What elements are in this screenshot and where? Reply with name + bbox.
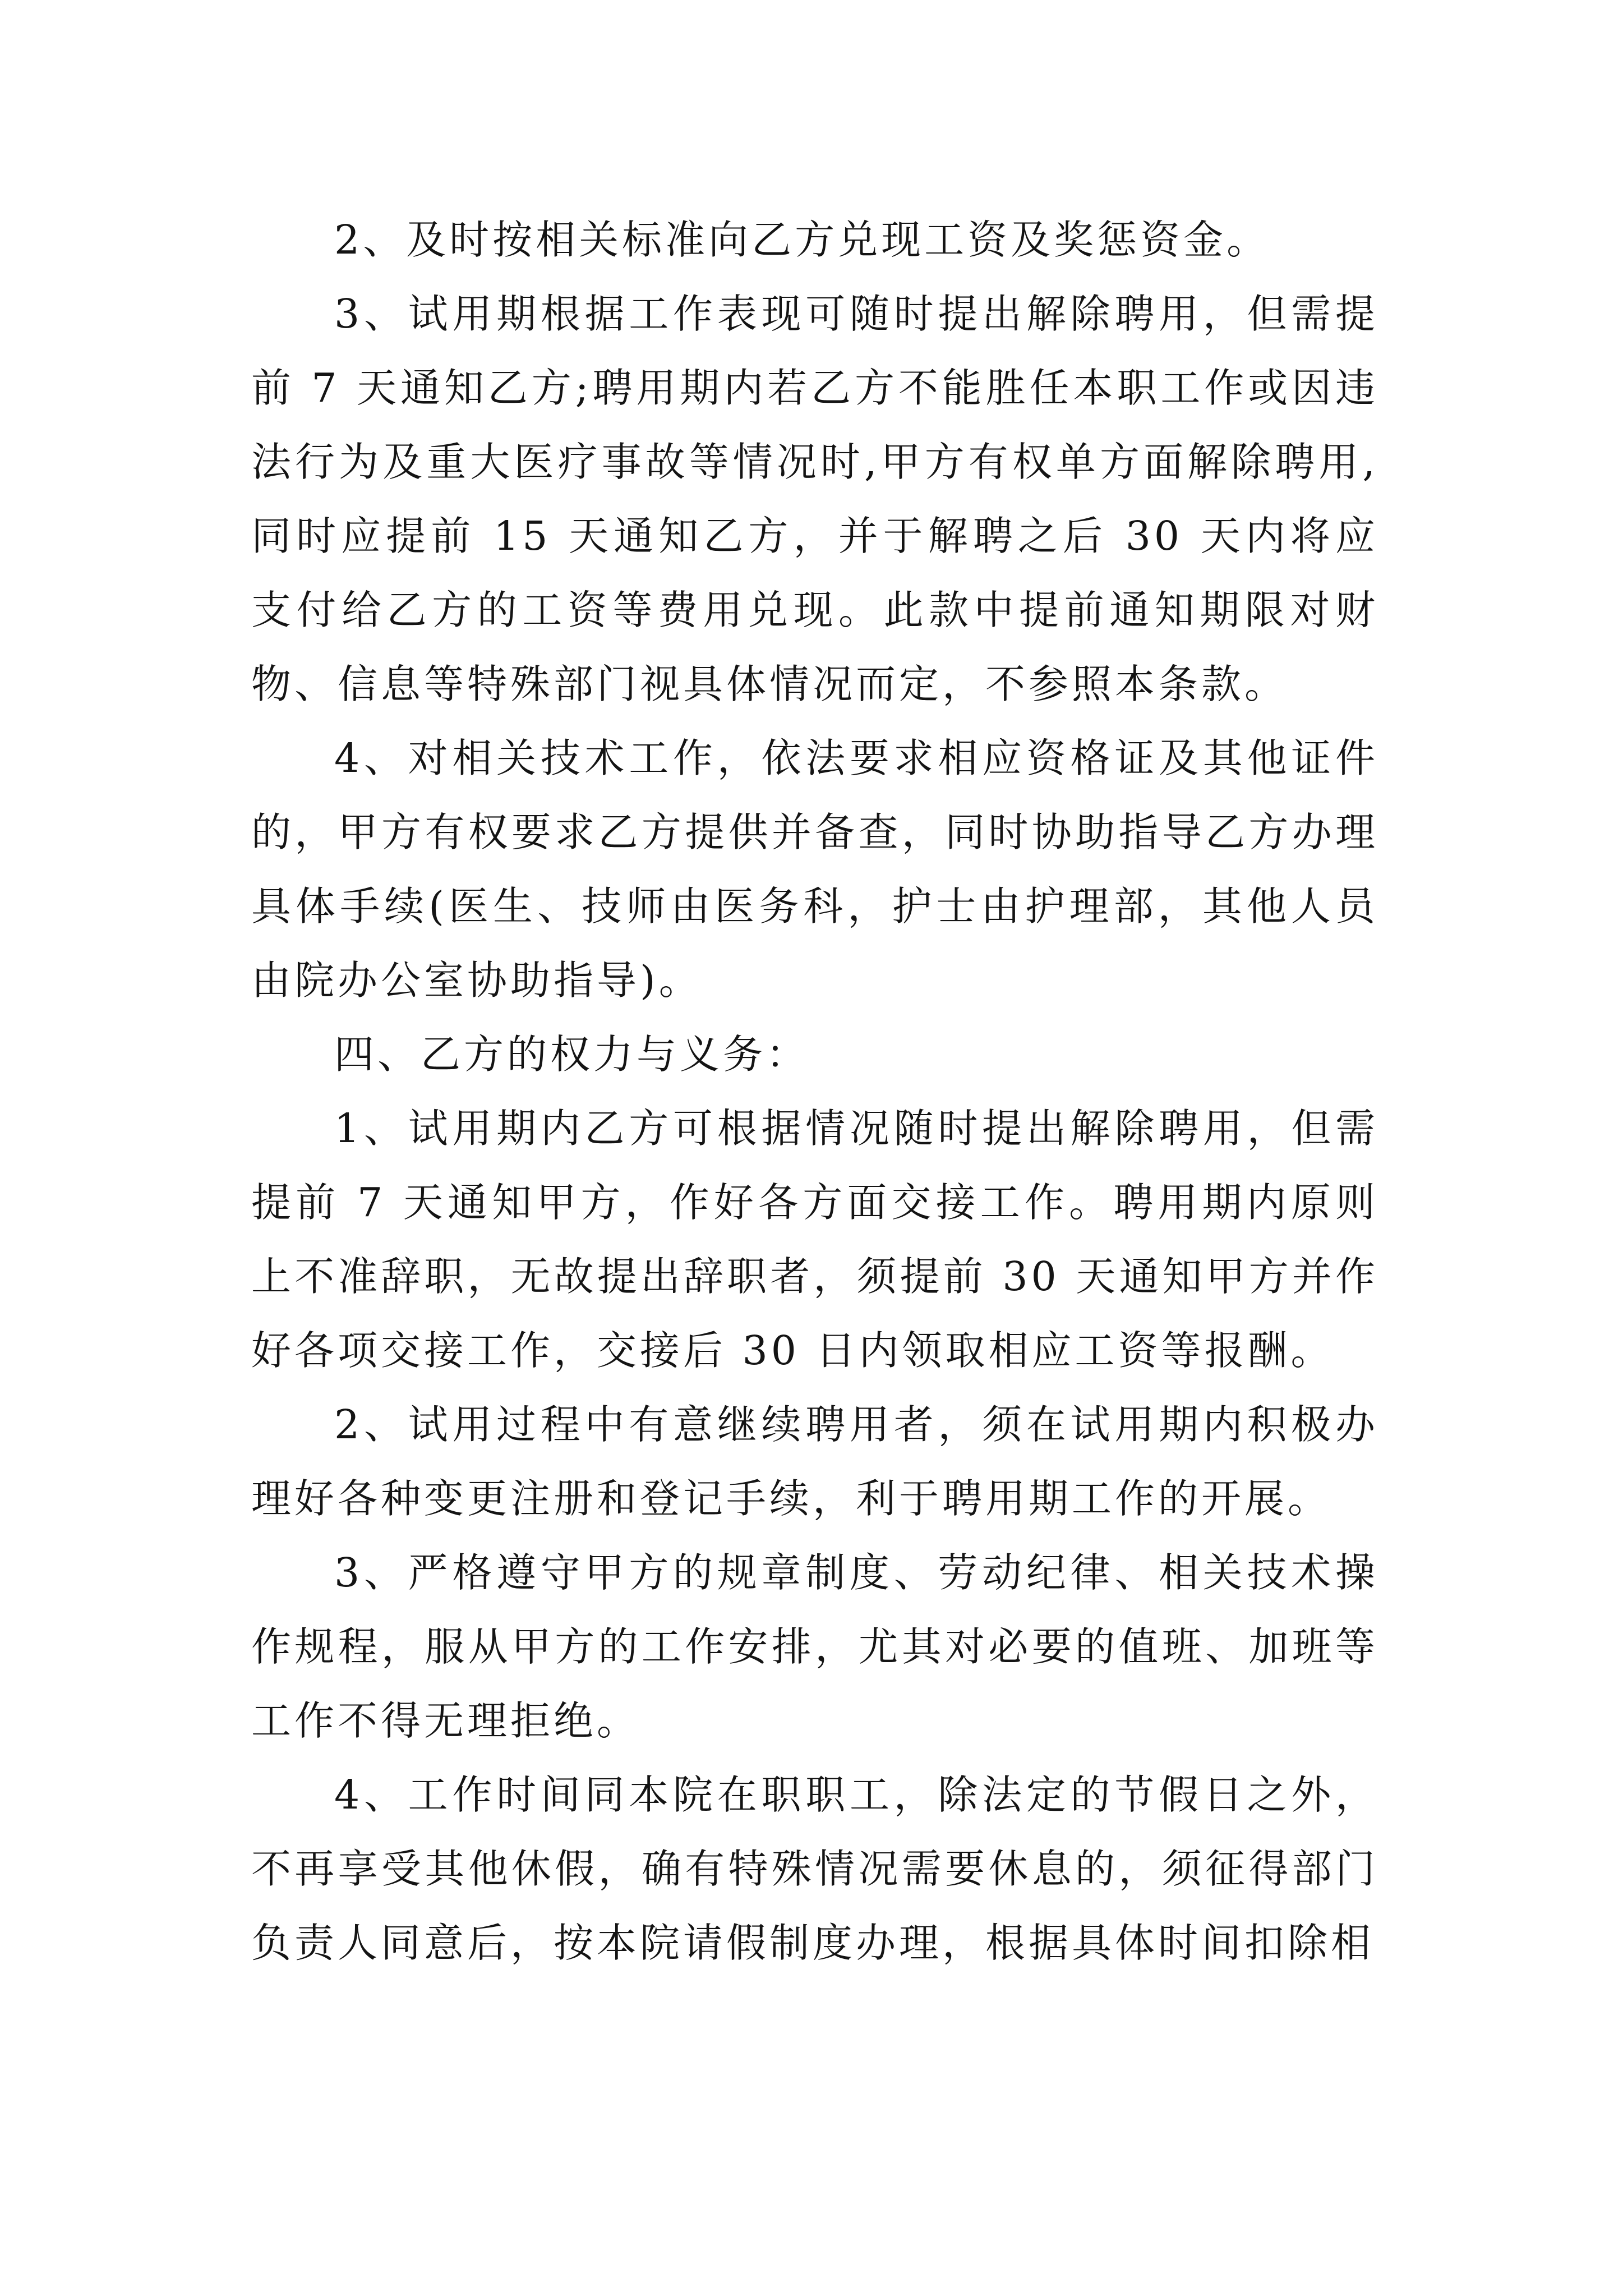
paragraph-party-b-item-2: 2、试用过程中有意继续聘用者，须在试用期内积极办理好各种变更注册和登记手续，利于聘用期工作的开展。 (251, 1401, 1378, 1522)
document-body (251, 203, 1378, 1980)
paragraph-party-a-item-4: 4、对相关技术工作，依法要求相应资格证及其他证件的，甲方有权要求乙方提供并备查，同时协助指导乙方办理具体手续(医生、技师由医务科，护士由护理部，其他人员由院办公室协助指导)。 (251, 735, 1378, 1004)
paragraph-party-b-item-3: 3、严格遵守甲方的规章制度、劳动纪律、相关技术操作规程，服从甲方的工作安排，尤其对必要的值班、加班等工作不得无理拒绝。 (251, 1549, 1378, 1744)
paragraph-party-b-item-1: 1、试用期内乙方可根据情况随时提出解除聘用，但需提前 7 天通知甲方，作好各方面交接工作。聘用期内原则上不准辞职，无故提出辞职者，须提前 30 天通知甲方并作好各项交接工作，交接后 30 日内领取相应工资等报酬。 (251, 1105, 1378, 1374)
paragraph-party-b-item-4: 4、工作时间同本院在职职工，除法定的节假日之外，不再享受其他休假，确有特殊情况需要休息的，须征得部门负责人同意后，按本院请假制度办理，根据具体时间扣除相 (251, 1772, 1378, 1966)
paragraph-party-a-item-2: 2、及时按相关标准向乙方兑现工资及奖惩资金。 (334, 217, 1270, 263)
section-heading-party-b: 四、乙方的权力与义务： (334, 1031, 810, 1078)
paragraph-party-a-item-3: 3、试用期根据工作表现可随时提出解除聘用，但需提前 7 天通知乙方;聘用期内若乙方不能胜任本职工作或因违法行为及重大医疗事故等情况时,甲方有权单方面解除聘用,同时应提前 15 天通知乙方，并于解聘之后 30 天内将应支付给乙方的工资等费用兑现。此款中提前通知期限对财物、信息等特殊部门视具体情况而定，不参照本条款。 (251, 291, 1378, 707)
